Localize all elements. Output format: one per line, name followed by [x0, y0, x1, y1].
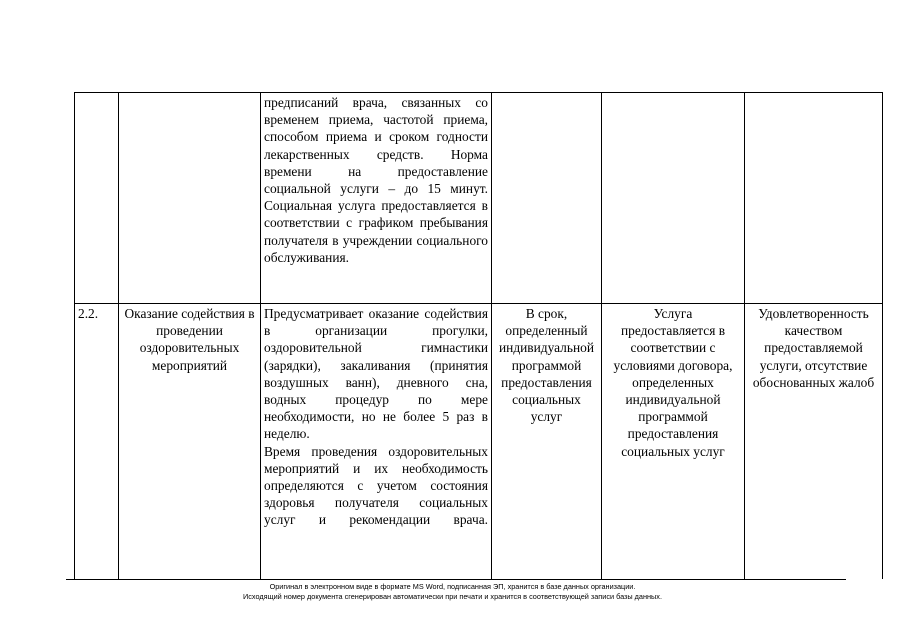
service-conditions-cell: Услуга предоставляется в соответствии с условиями договора, определенных индивидуальной программой предоставления социальных услуг — [602, 304, 745, 580]
footer-note-original: Оригинал в электронном виде в формате MS Word, подписанная ЭП, хранится в базе данных организации. — [269, 582, 636, 591]
service-term-cell — [492, 93, 602, 304]
service-name-cell — [119, 93, 261, 304]
description-paragraph: предписаний врача, связанных со временем приема, частотой приема, способом приема и сроком годности лекарственных средств. Норма времени на предоставление социальной услуги – до 15 минут. — [264, 95, 488, 197]
service-quality-cell: Удовлетворенность качеством предоставляемой услуги, отсутствие обоснованных жалоб — [745, 304, 883, 580]
table-row — [75, 304, 883, 580]
description-paragraph: Предусматривает оказание содействия в организации прогулки, оздоровительной гимнастики (зарядки), закаливания (принятия воздушных ванн), дневного сна, водных процедур по мере необходимости, но не более 5 раз в неделю. — [264, 306, 488, 442]
description-paragraph: Время проведения оздоровительных мероприятий и их необходимость определяются с учетом состояния здоровья получателя социальных услуг и рекомендации врача. — [264, 443, 488, 528]
service-description-cell — [261, 304, 492, 580]
row-number-cell: 2.2. — [75, 304, 119, 580]
footer-note-outgoing-number: Исходящий номер документа сгенерирован автоматически при печати и хранится в соответствующей записи базы данных. — [243, 592, 662, 601]
footer-divider — [66, 579, 846, 580]
services-table — [74, 92, 883, 579]
service-name-cell: Оказание содействия в проведении оздоровительных мероприятий — [119, 304, 261, 580]
row-number-cell — [75, 93, 119, 304]
description-paragraph: Социальная услуга предоставляется в соответствии с графиком пребывания получателя в учреждении социального обслуживания. — [264, 198, 488, 265]
service-description-cell — [261, 93, 492, 304]
table-row — [75, 93, 883, 304]
service-term-cell: В срок, определенный индивидуальной программой предоставления социальных услуг — [492, 304, 602, 580]
service-quality-cell — [745, 93, 883, 304]
service-conditions-cell — [602, 93, 745, 304]
